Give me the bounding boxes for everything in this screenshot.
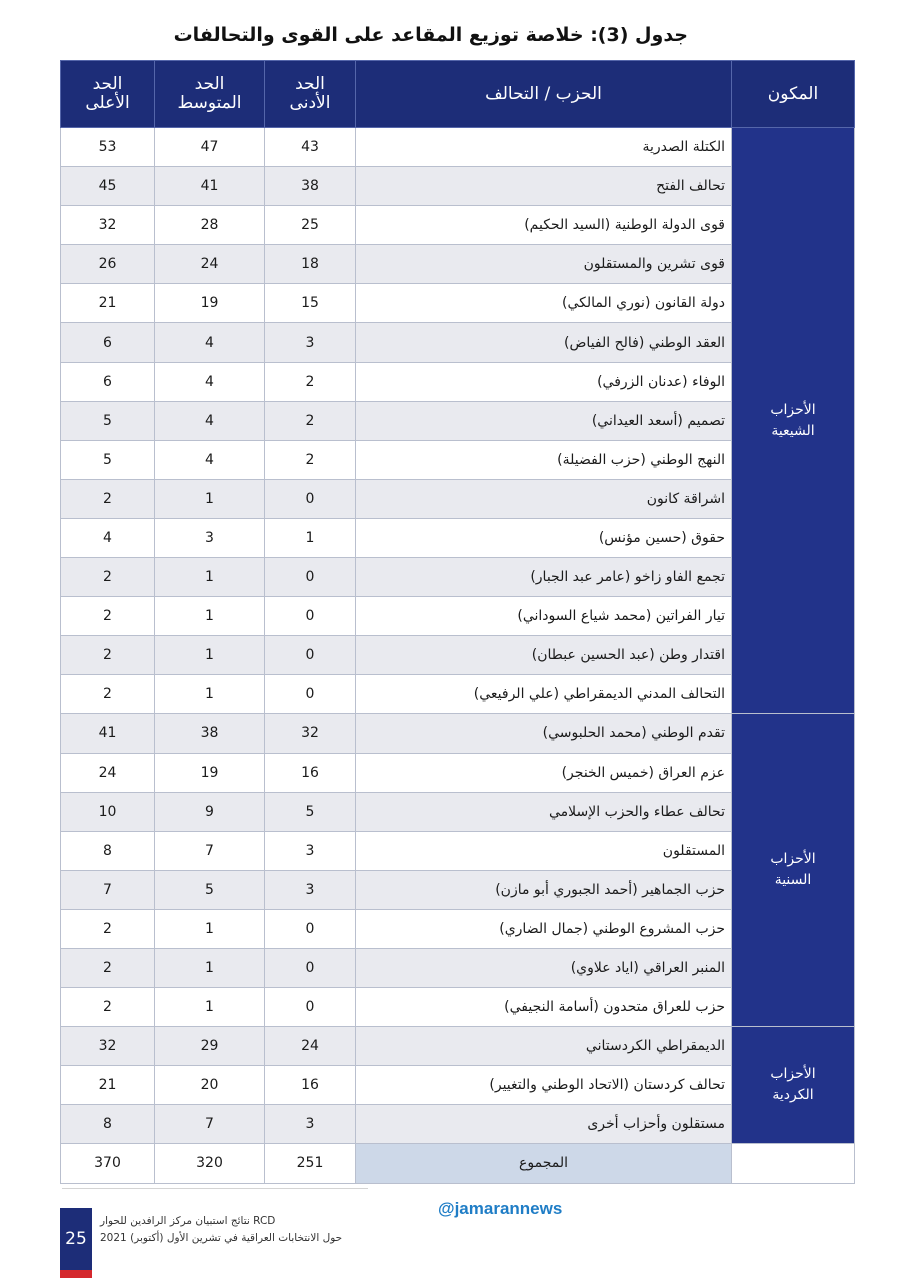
max-seats-cell: 8 xyxy=(61,1105,155,1144)
min-seats-cell: 2 xyxy=(265,401,356,440)
total-blank xyxy=(732,1144,855,1183)
max-seats-cell: 24 xyxy=(61,753,155,792)
avg-seats-cell: 4 xyxy=(155,401,265,440)
avg-seats-cell: 1 xyxy=(155,988,265,1027)
party-cell: قوى تشرين والمستقلون xyxy=(356,245,732,284)
avg-seats-cell: 9 xyxy=(155,792,265,831)
avg-seats-cell: 5 xyxy=(155,870,265,909)
min-seats-cell: 24 xyxy=(265,1027,356,1066)
max-seats-cell: 2 xyxy=(61,558,155,597)
max-seats-cell: 53 xyxy=(61,128,155,167)
avg-seats-cell: 28 xyxy=(155,206,265,245)
min-seats-cell: 38 xyxy=(265,167,356,206)
page-number-accent xyxy=(60,1270,92,1278)
avg-seats-cell: 1 xyxy=(155,675,265,714)
min-seats-cell: 15 xyxy=(265,284,356,323)
max-seats-cell: 2 xyxy=(61,675,155,714)
max-seats-cell: 32 xyxy=(61,1027,155,1066)
min-seats-cell: 16 xyxy=(265,1066,356,1105)
party-cell: الديمقراطي الكردستاني xyxy=(356,1027,732,1066)
party-cell: تقدم الوطني (محمد الحلبوسي) xyxy=(356,714,732,753)
max-seats-cell: 6 xyxy=(61,323,155,362)
avg-seats-cell: 1 xyxy=(155,597,265,636)
avg-seats-cell: 47 xyxy=(155,128,265,167)
header-min: الحد الأدنى xyxy=(265,61,356,128)
min-seats-cell: 0 xyxy=(265,636,356,675)
page-number: 25 xyxy=(60,1208,92,1270)
avg-seats-cell: 20 xyxy=(155,1066,265,1105)
party-cell: العقد الوطني (فالح الفياض) xyxy=(356,323,732,362)
party-cell: التحالف المدني الديمقراطي (علي الرفيعي) xyxy=(356,675,732,714)
party-cell: حزب المشروع الوطني (جمال الضاري) xyxy=(356,909,732,948)
max-seats-cell: 2 xyxy=(61,636,155,675)
max-seats-cell: 2 xyxy=(61,597,155,636)
party-cell: دولة القانون (نوري المالكي) xyxy=(356,284,732,323)
max-seats-cell: 5 xyxy=(61,401,155,440)
min-seats-cell: 32 xyxy=(265,714,356,753)
min-seats-cell: 0 xyxy=(265,597,356,636)
avg-seats-cell: 24 xyxy=(155,245,265,284)
party-cell: المنبر العراقي (اياد علاوي) xyxy=(356,948,732,987)
min-seats-cell: 0 xyxy=(265,675,356,714)
avg-seats-cell: 29 xyxy=(155,1027,265,1066)
party-cell: تيار الفراتين (محمد شياع السوداني) xyxy=(356,597,732,636)
total-row xyxy=(61,1144,855,1183)
min-seats-cell: 3 xyxy=(265,323,356,362)
avg-seats-cell: 4 xyxy=(155,362,265,401)
total-label: المجموع xyxy=(356,1144,732,1183)
group-label: الأحزاب الكردية xyxy=(732,1027,855,1144)
party-cell: المستقلون xyxy=(356,831,732,870)
max-seats-cell: 10 xyxy=(61,792,155,831)
party-cell: مستقلون وأحزاب أخرى xyxy=(356,1105,732,1144)
min-seats-cell: 0 xyxy=(265,558,356,597)
party-cell: الوفاء (عدنان الزرفي) xyxy=(356,362,732,401)
avg-seats-cell: 1 xyxy=(155,636,265,675)
max-seats-cell: 8 xyxy=(61,831,155,870)
min-seats-cell: 18 xyxy=(265,245,356,284)
max-seats-cell: 2 xyxy=(61,909,155,948)
min-seats-cell: 0 xyxy=(265,948,356,987)
min-seats-cell: 3 xyxy=(265,870,356,909)
footer-line-2: حول الانتخابات العراقية في تشرين الأول (أكتوبر) 2021 xyxy=(100,1232,343,1244)
party-cell: قوى الدولة الوطنية (السيد الحكيم) xyxy=(356,206,732,245)
header-party: الحزب / التحالف xyxy=(356,61,732,128)
avg-seats-cell: 3 xyxy=(155,518,265,557)
min-seats-cell: 25 xyxy=(265,206,356,245)
party-cell: النهج الوطني (حزب الفضيلة) xyxy=(356,440,732,479)
party-cell: حزب الجماهير (أحمد الجبوري أبو مازن) xyxy=(356,870,732,909)
party-cell: تحالف الفتح xyxy=(356,167,732,206)
table-row xyxy=(61,714,855,753)
min-seats-cell: 16 xyxy=(265,753,356,792)
table-body xyxy=(61,128,855,1184)
total-avg-cell: 320 xyxy=(155,1144,265,1183)
party-cell: تجمع الفاو زاخو (عامر عبد الجبار) xyxy=(356,558,732,597)
table-row xyxy=(61,128,855,167)
group-label: الأحزاب السنية xyxy=(732,714,855,1027)
party-cell: تصميم (أسعد العيداني) xyxy=(356,401,732,440)
max-seats-cell: 21 xyxy=(61,1066,155,1105)
max-seats-cell: 2 xyxy=(61,479,155,518)
avg-seats-cell: 7 xyxy=(155,831,265,870)
page-title: جدول (3): خلاصة توزيع المقاعد على القوى والتحالفات xyxy=(173,24,688,46)
avg-seats-cell: 4 xyxy=(155,440,265,479)
avg-seats-cell: 1 xyxy=(155,948,265,987)
party-cell: حزب للعراق متحدون (أسامة النجيفي) xyxy=(356,988,732,1027)
min-seats-cell: 0 xyxy=(265,479,356,518)
min-seats-cell: 2 xyxy=(265,362,356,401)
max-seats-cell: 7 xyxy=(61,870,155,909)
total-max-cell: 370 xyxy=(61,1144,155,1183)
avg-seats-cell: 1 xyxy=(155,909,265,948)
min-seats-cell: 1 xyxy=(265,518,356,557)
max-seats-cell: 41 xyxy=(61,714,155,753)
table-row xyxy=(61,1027,855,1066)
avg-seats-cell: 4 xyxy=(155,323,265,362)
min-seats-cell: 3 xyxy=(265,1105,356,1144)
min-seats-cell: 3 xyxy=(265,831,356,870)
footer-divider xyxy=(62,1188,368,1189)
min-seats-cell: 43 xyxy=(265,128,356,167)
avg-seats-cell: 41 xyxy=(155,167,265,206)
min-seats-cell: 2 xyxy=(265,440,356,479)
max-seats-cell: 45 xyxy=(61,167,155,206)
total-min-cell: 251 xyxy=(265,1144,356,1183)
group-label: الأحزاب الشيعية xyxy=(732,128,855,714)
watermark: @jamarannews xyxy=(438,1199,563,1218)
footer-text xyxy=(100,1213,368,1247)
max-seats-cell: 32 xyxy=(61,206,155,245)
avg-seats-cell: 1 xyxy=(155,558,265,597)
party-cell: حقوق (حسين مؤنس) xyxy=(356,518,732,557)
table-header-row xyxy=(61,61,855,128)
seat-distribution-table xyxy=(60,60,855,1184)
header-avg: الحد المتوسط xyxy=(155,61,265,128)
max-seats-cell: 5 xyxy=(61,440,155,479)
party-cell: الكتلة الصدرية xyxy=(356,128,732,167)
party-cell: تحالف عطاء والحزب الإسلامي xyxy=(356,792,732,831)
header-component: المكون xyxy=(732,61,855,128)
avg-seats-cell: 19 xyxy=(155,753,265,792)
party-cell: تحالف كردستان (الاتحاد الوطني والتغيير) xyxy=(356,1066,732,1105)
max-seats-cell: 4 xyxy=(61,518,155,557)
max-seats-cell: 21 xyxy=(61,284,155,323)
party-cell: اقتدار وطن (عبد الحسين عبطان) xyxy=(356,636,732,675)
avg-seats-cell: 38 xyxy=(155,714,265,753)
min-seats-cell: 0 xyxy=(265,988,356,1027)
avg-seats-cell: 1 xyxy=(155,479,265,518)
avg-seats-cell: 19 xyxy=(155,284,265,323)
avg-seats-cell: 7 xyxy=(155,1105,265,1144)
party-cell: عزم العراق (خميس الخنجر) xyxy=(356,753,732,792)
header-max: الحد الأعلى xyxy=(61,61,155,128)
footer-line-1: RCD نتائج استبيان مركز الرافدين للحوار xyxy=(100,1215,276,1227)
min-seats-cell: 0 xyxy=(265,909,356,948)
max-seats-cell: 2 xyxy=(61,948,155,987)
max-seats-cell: 26 xyxy=(61,245,155,284)
party-cell: اشراقة كانون xyxy=(356,479,732,518)
max-seats-cell: 2 xyxy=(61,988,155,1027)
min-seats-cell: 5 xyxy=(265,792,356,831)
max-seats-cell: 6 xyxy=(61,362,155,401)
